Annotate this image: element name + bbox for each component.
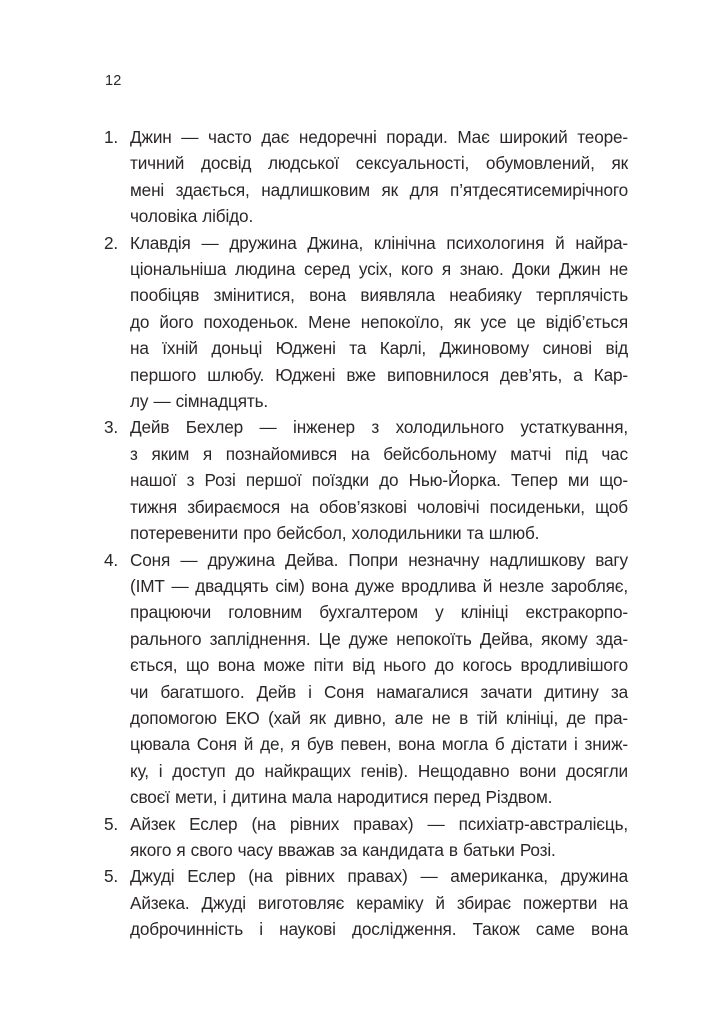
text-line: (ІМТ — двадцять сім) вона дуже вродлива й незле заробляє, <box>130 575 628 596</box>
text-line: до його походеньок. Мене непокоїло, як усе це відіб’ється <box>130 311 628 332</box>
list-item-number: 4. <box>104 549 119 570</box>
text-line: Айзек Еслер (на рівних правах) — психіатр-австралієць, <box>130 813 628 834</box>
text-line: Клавдія — дружина Джина, клінічна психологиня й найра- <box>130 232 628 253</box>
character-list <box>104 124 628 943</box>
text-line: чи багатшого. Дейв і Соня намагалися зачати дитину за <box>130 681 628 702</box>
list-item-text <box>130 811 628 864</box>
text-line: тижня збираємося на обов’язкові чоловічі посиденьки, щоб <box>130 496 628 517</box>
list-item <box>104 863 628 942</box>
text-line: пообіцяв змінитися, вона виявляла неабияку терплячість <box>130 285 628 306</box>
text-line: Айзека. Джуді виготовляє кераміку й збирає пожертви на <box>130 892 628 913</box>
text-line: Соня — дружина Дейва. Попри незначну надлишкову вагу <box>130 549 628 570</box>
text-line: допомогою ЕКО (хай як дивно, але не в тій клініці, де пра- <box>130 707 628 728</box>
list-item-number: 1. <box>104 127 119 147</box>
list-item <box>104 811 628 864</box>
text-line: тичний досвід людської сексуальності, обумовлений, як <box>130 153 628 174</box>
list-item-text <box>130 230 628 415</box>
text-line: цювала Соня й де, я був певен, вона могла б дістати і зниж- <box>130 734 628 755</box>
text-line: своєї мети, і дитина мала народитися перед Різдвом. <box>130 787 553 808</box>
text-line: ється, що вона може піти від нього до когось вродливішого <box>130 655 628 676</box>
text-line: лу — сімнадцять. <box>130 391 269 412</box>
list-item-number: 5. <box>104 866 119 887</box>
text-line: рального запліднення. Це дуже непокоїть Дейва, якому зда- <box>130 628 628 649</box>
list-item-text <box>130 414 628 546</box>
text-line: першого шлюбу. Юджені вже виповнилося дев’ять, а Кар- <box>130 364 628 385</box>
list-item-text <box>130 547 628 811</box>
text-line: потеревенити про бейсбол, холодильники та шлюб. <box>130 523 540 544</box>
list-item <box>104 230 628 415</box>
text-line: нашої з Розі першої поїздки до Нью-Йорка. Тепер ми що- <box>130 470 628 491</box>
text-line: Дейв Бехлер — інженер з холодильного устаткування, <box>130 417 628 438</box>
list-item-number: 2. <box>104 232 119 253</box>
text-line: мені здається, надлишковим як для п’ятдесятисемирічного <box>130 179 628 200</box>
page-number: 12 <box>105 73 122 89</box>
text-line: працюючи головним бухгалтером у клініці екстракорпо- <box>130 602 628 623</box>
list-item <box>104 547 628 811</box>
list-item <box>104 414 628 546</box>
text-line: з яким я познайомився на бейсбольному матчі під час <box>130 443 628 464</box>
text-line: чоловіка лібідо. <box>130 206 254 227</box>
list-item-text <box>130 863 628 942</box>
text-line: на їхній доньці Юджені та Карлі, Джиновому синові від <box>130 338 628 359</box>
list-item-number: 3. <box>104 417 119 438</box>
list-item-number: 5. <box>104 813 119 834</box>
text-line: якого я свого часу вважав за кандидата в батьки Розі. <box>130 839 556 860</box>
list-item-text <box>130 124 628 230</box>
text-line: ку, і доступ до найкращих генів). Нещодавно вони досягли <box>130 760 628 781</box>
text-line: ціональніша людина серед усіх, кого я знаю. Доки Джин не <box>130 259 628 280</box>
text-line: доброчинність і наукові дослідження. Також саме вона <box>130 919 628 940</box>
text-line: Джуді Еслер (на рівних правах) — американка, дружина <box>130 866 628 887</box>
list-item <box>104 124 628 230</box>
text-line: Джин — часто дає недоречні поради. Має широкий теоре- <box>130 127 628 147</box>
